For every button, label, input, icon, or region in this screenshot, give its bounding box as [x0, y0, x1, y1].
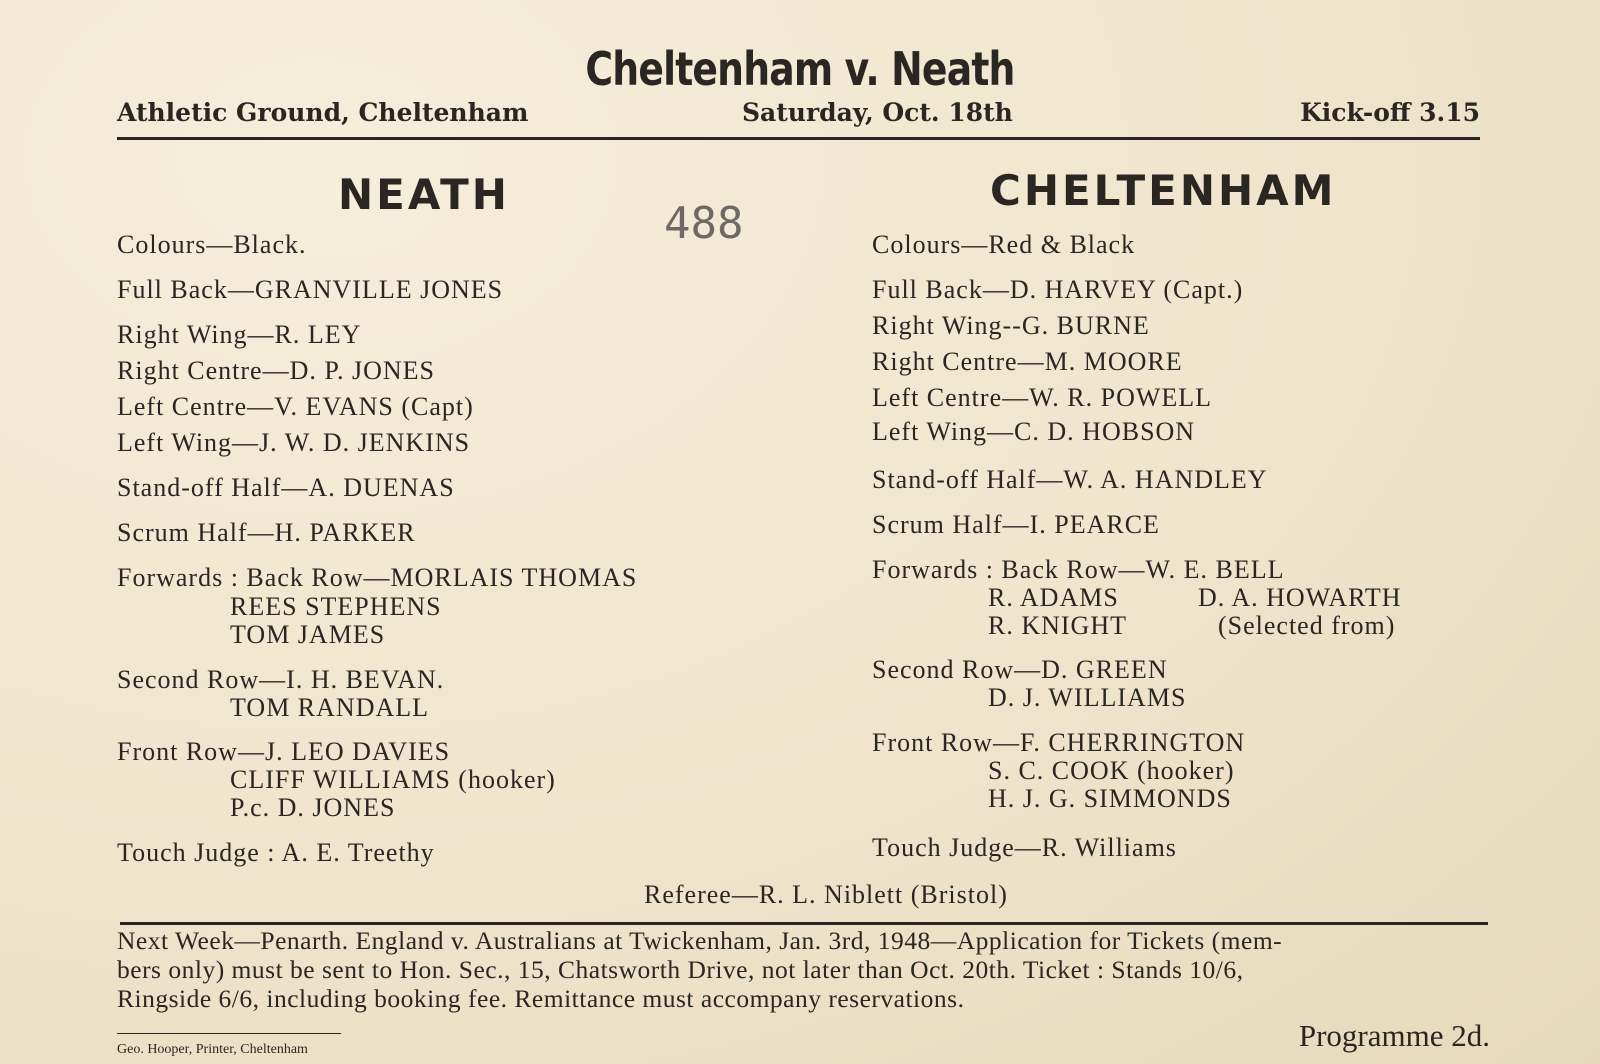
neath-back-row-3: TOM JAMES [230, 620, 386, 649]
cheltenham-full-back: Full Back—D. HARVEY (Capt.) [872, 275, 1244, 304]
neath-second-row-2: TOM RANDALL [230, 693, 430, 722]
cheltenham-second-row-2: D. J. WILLIAMS [988, 683, 1187, 712]
cheltenham-front-row: Front Row—F. CHERRINGTON [872, 728, 1246, 757]
match-title: Cheltenham v. Neath [585, 42, 1015, 96]
neath-touch-judge: Touch Judge : A. E. Treethy [117, 838, 435, 867]
neath-front-row-3: P.c. D. JONES [230, 793, 396, 822]
cheltenham-heading: CHELTENHAM [990, 166, 1337, 215]
referee: Referee—R. L. Niblett (Bristol) [644, 880, 1008, 909]
neath-full-back: Full Back—GRANVILLE JONES [117, 275, 504, 304]
neath-colours: Colours—Black. [117, 230, 307, 259]
neath-stand-off: Stand-off Half—A. DUENAS [117, 473, 455, 502]
neath-front-row: Front Row—J. LEO DAVIES [117, 737, 451, 766]
cheltenham-front-row-2: S. C. COOK (hooker) [988, 756, 1235, 785]
neath-front-row-2: CLIFF WILLIAMS (hooker) [230, 765, 556, 794]
cheltenham-touch-judge: Touch Judge—R. Williams [872, 833, 1177, 862]
footer-rule [120, 922, 1488, 925]
printer-rule [117, 1033, 341, 1034]
footer-notice-line-1: Next Week—Penarth. England v. Australians at Twickenham, Jan. 3rd, 1948—Application for Tickets (mem- [117, 926, 1283, 955]
cheltenham-second-row: Second Row—D. GREEN [872, 655, 1168, 684]
footer-notice-line-2: bers only) must be sent to Hon. Sec., 15, Chatsworth Drive, not later than Oct. 20th. Ticket : Stands 10/6, [117, 955, 1244, 984]
neath-forwards-back-row: Forwards : Back Row—MORLAIS THOMAS [117, 563, 638, 592]
neath-left-centre: Left Centre—V. EVANS (Capt) [117, 392, 474, 421]
cheltenham-colours: Colours—Red & Black [872, 230, 1136, 259]
neath-left-wing: Left Wing—J. W. D. JENKINS [117, 428, 471, 457]
neath-second-row: Second Row—I. H. BEVAN. [117, 665, 445, 694]
stamp-number: 488 [664, 198, 744, 249]
printer-credit: Geo. Hooper, Printer, Cheltenham [117, 1042, 308, 1057]
match-date: Saturday, Oct. 18th [742, 98, 1013, 127]
cheltenham-back-row-3b: (Selected from) [1218, 611, 1396, 640]
neath-right-wing: Right Wing—R. LEY [117, 320, 362, 349]
neath-right-centre: Right Centre—D. P. JONES [117, 356, 435, 385]
cheltenham-stand-off: Stand-off Half—W. A. HANDLEY [872, 465, 1268, 494]
cheltenham-back-row-2b: D. A. HOWARTH [1198, 583, 1402, 612]
footer-notice-line-3: Ringside 6/6, including booking fee. Remittance must accompany reservations. [117, 984, 965, 1013]
programme-price: Programme 2d. [1298, 1018, 1490, 1053]
cheltenham-right-centre: Right Centre—M. MOORE [872, 347, 1183, 376]
cheltenham-left-wing: Left Wing—C. D. HOBSON [872, 417, 1196, 446]
cheltenham-back-row-2a: R. ADAMS [988, 583, 1119, 612]
kickoff-time: Kick-off 3.15 [1300, 98, 1480, 127]
cheltenham-scrum-half: Scrum Half—I. PEARCE [872, 510, 1160, 539]
cheltenham-back-row-3a: R. KNIGHT [988, 611, 1127, 640]
neath-scrum-half: Scrum Half—H. PARKER [117, 518, 416, 547]
header-rule [117, 137, 1480, 140]
cheltenham-right-wing: Right Wing--G. BURNE [872, 311, 1150, 340]
neath-back-row-2: REES STEPHENS [230, 592, 442, 621]
neath-heading: NEATH [338, 170, 510, 219]
cheltenham-left-centre: Left Centre—W. R. POWELL [872, 383, 1213, 412]
cheltenham-front-row-3: H. J. G. SIMMONDS [988, 784, 1232, 813]
venue: Athletic Ground, Cheltenham [117, 98, 529, 127]
cheltenham-forwards-back-row: Forwards : Back Row—W. E. BELL [872, 555, 1285, 584]
